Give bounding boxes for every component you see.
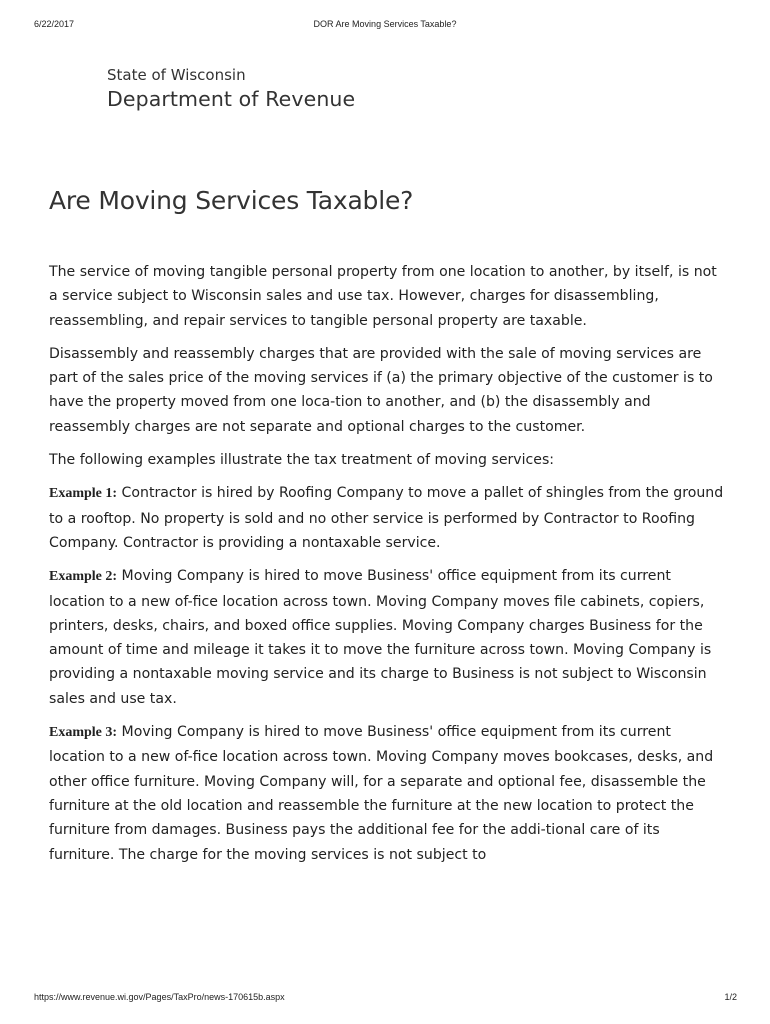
page-number: 1/2 [724,992,737,1002]
paragraph-disassembly: Disassembly and reassembly charges that are provided with the sale of moving services are part of the sales price of the moving services if (a) the primary objective of the customer is to have the property moved from one loca-tion to another, and (b) the disassembly and reassembly charges are not separate and optional charges to the customer. [49,345,713,435]
department-name: Department of Revenue [107,87,356,111]
print-header [0,19,770,33]
print-page-title: DOR Are Moving Services Taxable? [313,19,457,29]
agency-header [107,66,355,112]
example-1-label: Example 1: [49,486,118,502]
page-title: Are Moving Services Taxable? [49,186,414,215]
example-3-text: Moving Company is hired to move Business' office equipment from its current location to a new of-fice location across town. Moving Company moves bookcases, desks, and other office furniture. Moving Company will, for a separate and optional fee, disassemble the furniture at the old location and reassemble the furniture at the new location to protect the furniture from damages. Business pays the additional fee for the addi-tional care of its furniture. The charge for the moving services is not subject to [49,724,714,863]
page-url: https://www.revenue.wi.gov/Pages/TaxPro/news-170615b.aspx [34,992,285,1002]
paragraph-examples-intro: The following examples illustrate the tax treatment of moving services: [49,452,555,469]
paragraph-intro: The service of moving tangible personal property from one location to another, by itself, is not a service subject to Wisconsin sales and use tax. However, charges for disassembling, reassembling, and repair services to tangible personal property are taxable. [49,264,717,329]
print-footer [0,992,770,1006]
example-3 [49,720,729,867]
example-3-label: Example 3: [49,725,118,741]
example-1-text: Contractor is hired by Roofing Company to move a pallet of shingles from the ground to a rooftop. No property is sold and no other service is performed by Contractor to Roofing Company. Contractor is providing a nontaxable service. [49,485,724,551]
print-date: 6/22/2017 [34,19,75,29]
article-body [49,260,729,876]
example-1 [49,481,729,555]
example-2-text: Moving Company is hired to move Business' office equipment from its current location to a new of-fice location across town. Moving Company moves file cabinets, copiers, printers, desks, chairs, and boxed office supplies. Moving Company charges Business for the amount of time and mileage it takes it to move the furniture across town. Moving Company is providing a nontaxable moving service and its charge to Business is not subject to Wisconsin sales and use tax. [49,568,712,707]
example-2-label: Example 2: [49,569,118,585]
state-name: State of Wisconsin [107,66,246,84]
example-2 [49,564,729,711]
